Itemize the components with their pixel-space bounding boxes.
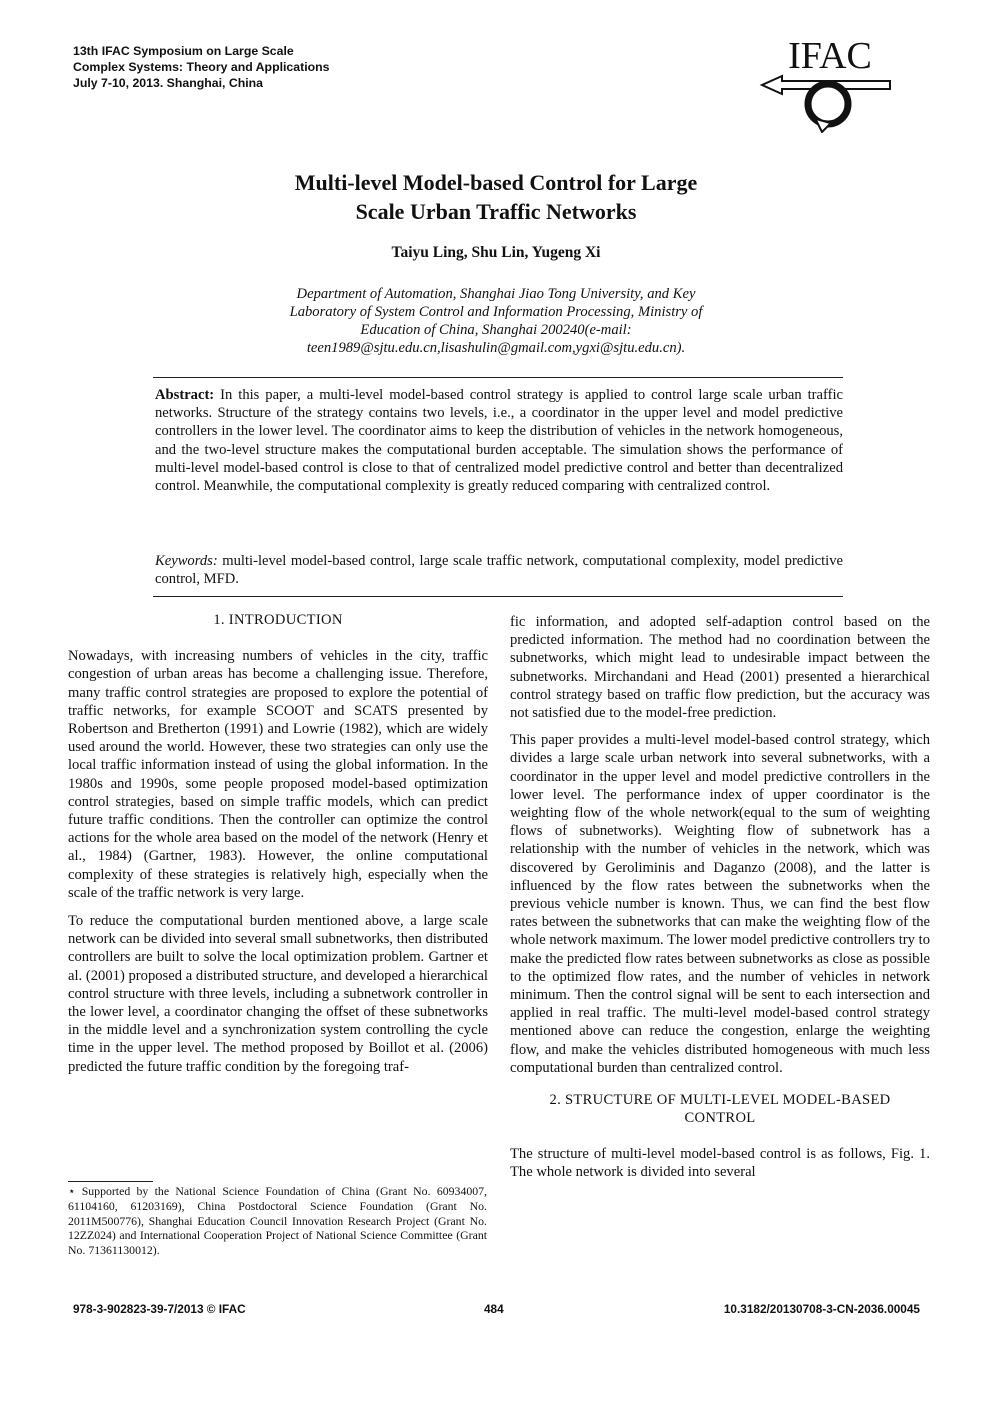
affiliation-line-1: Department of Automation, Shanghai Jiao Tong University, and Key: [296, 286, 696, 302]
keywords-label: Keywords:: [155, 553, 218, 569]
footer-isbn: 978-3-902823-39-7/2013 © IFAC: [73, 1302, 246, 1316]
intro-paragraph-2: To reduce the computational burden mentioned above, a large scale network can be divided into several small subnetworks, then distributed controllers are built to solve the local optimization problem. Gartner et al. (2001) proposed a distributed structure, and developed a hierarchical control structure with three levels, including a subnetwork controller in the lower level, a coordinator changing the offset of these subnetworks in the middle level and a synchronization system controlling the cycle time in the upper level. The method proposed by Boillot et al. (2006) predicted the future traffic condition by the foregoing traf-: [68, 913, 488, 1075]
left-column: [68, 611, 488, 1085]
conference-line-2: Complex Systems: Theory and Applications: [73, 60, 330, 74]
section-heading-introduction: 1. INTRODUCTION: [213, 612, 343, 628]
structure-paragraph-1: The structure of multi-level model-based control is as follows, Fig. 1. The whole network is divided into several: [510, 1146, 930, 1181]
conference-header: [73, 43, 329, 91]
title-line-1: Multi-level Model-based Control for Large: [294, 170, 698, 195]
affiliation: [230, 285, 762, 357]
intro-paragraph-1: Nowadays, with increasing numbers of vehicles in the city, traffic congestion of urban areas has become a challenging issue. Therefore, many traffic control strategies are proposed to explore the potential of traffic networks, for example SCOOT and SCATS presented by Robertson and Bretherton (1991) and Lowrie (1982), which are widely used around the world. However, these two strategies can only use the local traffic information instead of using the global information. In the 1980s and 1990s, some people proposed model-based optimization control strategies, based on simple traffic models, which can predict future traffic conditions. Then the controller can optimize the control actions for the whole area based on the model of the network (Henry et al., 1984) (Gartner, 1983). However, the online computational complexity of these strategies is relatively high, especially when the scale of the traffic network is very large.: [68, 648, 488, 901]
abstract: [155, 386, 843, 495]
funding-footnote: [68, 1184, 487, 1258]
intro-paragraph-3: This paper provides a multi-level model-based control strategy, which divides a large scale urban network into several subnetworks, with a coordinator in the upper level and model predictive controllers in the lower level. The performance index of upper coordinator is the weighting flow of the whole network(equal to the sum of weighting flows of subnetworks). Weighting flow of subnetwork has a relationship with the number of vehicles in the network, which was discovered by Geroliminis and Daganzo (2008), and the latter is influenced by the flow rates between the subnetworks when the previous vehicle number is known. Thus, we can find the best flow rates between the subnetworks that can make the weighting flow of the whole network maximum. The lower model predictive controllers try to make the predicted flow rates between subnetworks as close as possible to the optimized flow rates, and the number of vehicles in network minimum. Then the control signal will be sent to each intersection and applied in real traffic. The multi-level model-based control strategy mentioned above can reduce the congestion, enlarge the weighting flow, and make the vehicles distributed homogeneous with much less computational burden than centralized control.: [510, 732, 930, 1076]
keywords-text: multi-level model-based control, large scale traffic network, computational complexity, model predictive control, MFD.: [155, 553, 843, 588]
conference-line-3: July 7-10, 2013. Shanghai, China: [73, 76, 263, 90]
abstract-label: Abstract:: [155, 387, 215, 403]
affiliation-line-4: teen1989@sjtu.edu.cn,lisashulin@gmail.com,ygxi@sjtu.edu.cn).: [306, 340, 686, 356]
footnote-text: Supported by the National Science Foundation of China (Grant No. 60934007, 61104160, 61203169), China Postdoctoral Science Foundation (Grant No. 2011M500776), Shanghai Education Council Innovation Research Project (Grant No. 12ZZ024) and International Cooperation Project of National Science Committee (Grant No. 71361130012).: [68, 1184, 487, 1258]
section-heading-structure: [510, 1091, 930, 1127]
structure-heading-line-2: CONTROL: [684, 1110, 756, 1127]
right-column: [510, 613, 930, 1190]
title-line-2: Scale Urban Traffic Networks: [355, 199, 637, 224]
affiliation-line-3: Education of China, Shanghai 200240(e-mail:: [360, 322, 632, 338]
structure-heading-line-1: 2. STRUCTURE OF MULTI-LEVEL MODEL-BASED: [549, 1092, 891, 1109]
footer-doi: 10.3182/20130708-3-CN-2036.00045: [723, 1302, 920, 1316]
authors: Taiyu Ling, Shu Lin, Yugeng Xi: [391, 244, 601, 261]
intro-paragraph-2-continued: fic information, and adopted self-adaption control based on the predicted information. The method had no coordination between the subnetworks, which might lead to undesirable impact between the subnetworks. Mirchandani and Head (2001) presented a hierarchical control strategy based on traffic flow prediction, but the accuracy was not satisfied due to the model-free prediction.: [510, 614, 930, 722]
keywords: [155, 552, 843, 588]
logo-text: IFAC: [788, 38, 872, 77]
paper-title: [150, 168, 842, 226]
ifac-logo-icon: [758, 38, 898, 133]
affiliation-line-2: Laboratory of System Control and Information Processing, Ministry of: [289, 304, 703, 320]
footnote-marker: ⋆: [68, 1184, 76, 1198]
abstract-top-rule: [153, 377, 843, 378]
abstract-text: In this paper, a multi-level model-based control strategy is applied to control large scale urban traffic networks. Structure of the strategy contains two levels, i.e., a coordinator in the upper level and model predictive controllers in the lower level. The coordinator aims to keep the distribution of vehicles in the network homogeneous, and the two-level structure makes the computational burden acceptable. The simulation shows the performance of multi-level model-based control is close to that of centralized model predictive control and better than decentralized control. Meanwhile, the computational complexity is greatly reduced comparing with centralized control.: [155, 387, 843, 495]
footer-page-number: 484: [484, 1302, 504, 1316]
footnote-rule: [68, 1181, 153, 1182]
conference-line-1: 13th IFAC Symposium on Large Scale: [73, 44, 294, 58]
keywords-bottom-rule: [153, 596, 843, 597]
